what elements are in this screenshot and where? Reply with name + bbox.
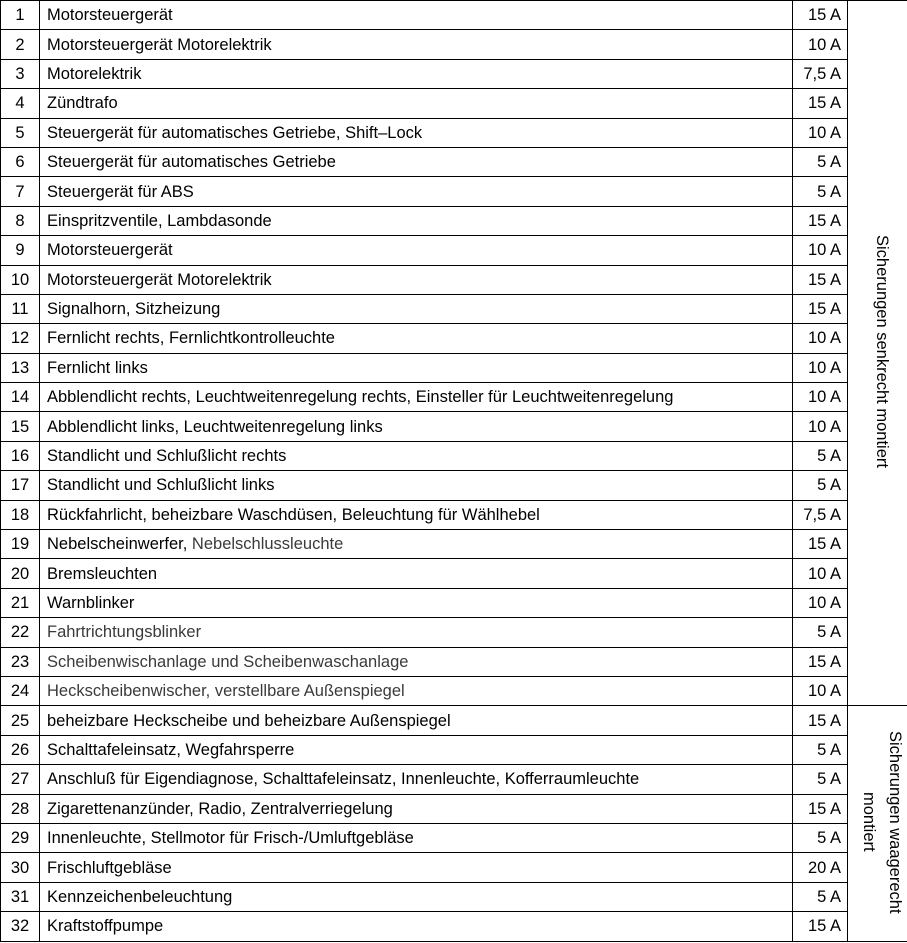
fuse-rating: 7,5 A: [793, 59, 848, 88]
table-row: [1, 324, 907, 353]
fuse-number: 13: [1, 353, 40, 382]
fuse-description: Bremsleuchten: [40, 559, 793, 588]
table-row: [1, 294, 907, 323]
fuse-rating: 20 A: [793, 853, 848, 882]
fuse-description: Einspritzventile, Lambdasonde: [40, 206, 793, 235]
table-row: [1, 265, 907, 294]
table-row: [1, 882, 907, 911]
fuse-description: Kennzeichenbeleuchtung: [40, 882, 793, 911]
fuse-number: 20: [1, 559, 40, 588]
fuse-description: Abblendlicht links, Leuchtweitenregelung links: [40, 412, 793, 441]
fuse-rating: 15 A: [793, 1, 848, 30]
fuse-description: Zündtrafo: [40, 89, 793, 118]
table-row: [1, 618, 907, 647]
fuse-description: Warnblinker: [40, 588, 793, 617]
fuse-number: 9: [1, 236, 40, 265]
fuse-number: 23: [1, 647, 40, 676]
fuse-description: Steuergerät für ABS: [40, 177, 793, 206]
table-row: [1, 383, 907, 412]
fuse-description: Motorelektrik: [40, 59, 793, 88]
fuse-rating: 10 A: [793, 412, 848, 441]
table-row: [1, 206, 907, 235]
fuse-number: 10: [1, 265, 40, 294]
table-row: [1, 118, 907, 147]
fuse-number: 8: [1, 206, 40, 235]
fuse-description: Motorsteuergerät: [40, 236, 793, 265]
fuse-number: 6: [1, 147, 40, 176]
fuse-rating: 10 A: [793, 559, 848, 588]
fuse-description: Signalhorn, Sitzheizung: [40, 294, 793, 323]
fuse-rating: 15 A: [793, 530, 848, 559]
fuse-number: 14: [1, 383, 40, 412]
table-row: [1, 735, 907, 764]
fuse-number: 16: [1, 441, 40, 470]
table-row: [1, 530, 907, 559]
fuse-rating: 15 A: [793, 647, 848, 676]
fuse-description: Steuergerät für automatisches Getriebe, Shift–Lock: [40, 118, 793, 147]
fuse-rating: 10 A: [793, 383, 848, 412]
fuse-rating: 15 A: [793, 706, 848, 735]
table-row: [1, 794, 907, 823]
fuse-number: 19: [1, 530, 40, 559]
fuse-rating: 15 A: [793, 912, 848, 941]
table-row: [1, 89, 907, 118]
fuse-number: 28: [1, 794, 40, 823]
fuse-rating: 5 A: [793, 823, 848, 852]
fuse-description: Anschluß für Eigendiagnose, Schalttafeleinsatz, Innenleuchte, Kofferraumleuchte: [40, 765, 793, 794]
fuse-number: 21: [1, 588, 40, 617]
fuse-description-part: Nebelschlussleuchte: [191, 535, 344, 554]
fuse-number: 26: [1, 735, 40, 764]
table-row: [1, 147, 907, 176]
fuse-description: beheizbare Heckscheibe und beheizbare Außenspiegel: [40, 706, 793, 735]
fuse-description: Rückfahrlicht, beheizbare Waschdüsen, Beleuchtung für Wählhebel: [40, 500, 793, 529]
fuse-number: 12: [1, 324, 40, 353]
fuse-rating: 5 A: [793, 441, 848, 470]
table-row: [1, 30, 907, 59]
fuse-description: Scheibenwischanlage und Scheibenwaschanlage: [40, 647, 793, 676]
table-row: [1, 912, 907, 941]
group-label-horizontal: [848, 706, 907, 941]
fuse-description: Fahrtrichtungsblinker: [40, 618, 793, 647]
fuse-number: 25: [1, 706, 40, 735]
fuse-rating: 10 A: [793, 324, 848, 353]
fuse-number: 1: [1, 1, 40, 30]
fuse-description: Innenleuchte, Stellmotor für Frisch-/Umluftgebläse: [40, 823, 793, 852]
fuse-number: 24: [1, 676, 40, 705]
fuse-description: Abblendlicht rechts, Leuchtweitenregelung rechts, Einsteller für Leuchtweitenregelung: [40, 383, 793, 412]
fuse-number: 32: [1, 912, 40, 941]
fuse-number: 22: [1, 618, 40, 647]
table-row: [1, 676, 907, 705]
table-row: [1, 706, 907, 735]
fuse-description-part: Nebelscheinwerfer,: [47, 535, 192, 554]
fuse-number: 4: [1, 89, 40, 118]
fuse-rating: 15 A: [793, 89, 848, 118]
fuse-rating: 10 A: [793, 118, 848, 147]
fuse-description: Fernlicht links: [40, 353, 793, 382]
table-row: [1, 588, 907, 617]
group-label-horizontal-text: Sicherungen waagerecht montiert: [860, 730, 904, 914]
table-row: [1, 765, 907, 794]
fuse-description: Zigarettenanzünder, Radio, Zentralverriegelung: [40, 794, 793, 823]
fuse-rating: 15 A: [793, 294, 848, 323]
fuse-rating: 10 A: [793, 30, 848, 59]
fuse-description: Motorsteuergerät Motorelektrik: [40, 30, 793, 59]
table-row: [1, 853, 907, 882]
fuse-rating: 5 A: [793, 765, 848, 794]
table-row: [1, 353, 907, 382]
fuse-rating: 10 A: [793, 676, 848, 705]
fuse-number: 2: [1, 30, 40, 59]
fuse-number: 29: [1, 823, 40, 852]
table-row: [1, 559, 907, 588]
fuse-number: 11: [1, 294, 40, 323]
fuse-description: Fernlicht rechts, Fernlichtkontrolleuchte: [40, 324, 793, 353]
fuse-number: 27: [1, 765, 40, 794]
fuse-description: Motorsteuergerät: [40, 1, 793, 30]
group-label-vertical-text: Sicherungen senkrecht montiert: [873, 235, 891, 469]
table-row: [1, 412, 907, 441]
fuse-rating: 10 A: [793, 353, 848, 382]
table-row: [1, 441, 907, 470]
fuse-description: [40, 530, 793, 559]
fuse-rating: 5 A: [793, 882, 848, 911]
fuse-number: 7: [1, 177, 40, 206]
fuse-number: 15: [1, 412, 40, 441]
fuse-description: Heckscheibenwischer, verstellbare Außenspiegel: [40, 676, 793, 705]
fuse-rating: 5 A: [793, 735, 848, 764]
table-row: [1, 59, 907, 88]
fuse-description: Standlicht und Schlußlicht rechts: [40, 441, 793, 470]
fuse-description: Frischluftgebläse: [40, 853, 793, 882]
fuse-rating: 7,5 A: [793, 500, 848, 529]
fuse-rating: 10 A: [793, 236, 848, 265]
fuse-description: Steuergerät für automatisches Getriebe: [40, 147, 793, 176]
fuse-number: 18: [1, 500, 40, 529]
table-row: [1, 177, 907, 206]
fuse-rating: 5 A: [793, 177, 848, 206]
table-row: [1, 1, 907, 30]
fuse-rating: 15 A: [793, 265, 848, 294]
table-row: [1, 823, 907, 852]
table-row: [1, 647, 907, 676]
table-row: [1, 500, 907, 529]
fuse-rating: 15 A: [793, 794, 848, 823]
fuse-rating: 15 A: [793, 206, 848, 235]
fuse-rating: 5 A: [793, 618, 848, 647]
table-row: [1, 236, 907, 265]
fuse-rating: 5 A: [793, 471, 848, 500]
fuse-description: Standlicht und Schlußlicht links: [40, 471, 793, 500]
fuse-description: Kraftstoffpumpe: [40, 912, 793, 941]
fuse-rating: 5 A: [793, 147, 848, 176]
table-row: [1, 471, 907, 500]
fuse-number: 30: [1, 853, 40, 882]
fuse-number: 3: [1, 59, 40, 88]
group-label-vertical: [848, 1, 907, 706]
fuse-number: 17: [1, 471, 40, 500]
fuse-description: Motorsteuergerät Motorelektrik: [40, 265, 793, 294]
fuse-description: Schalttafeleinsatz, Wegfahrsperre: [40, 735, 793, 764]
fuse-number: 31: [1, 882, 40, 911]
fuse-rating: 10 A: [793, 588, 848, 617]
fuse-number: 5: [1, 118, 40, 147]
